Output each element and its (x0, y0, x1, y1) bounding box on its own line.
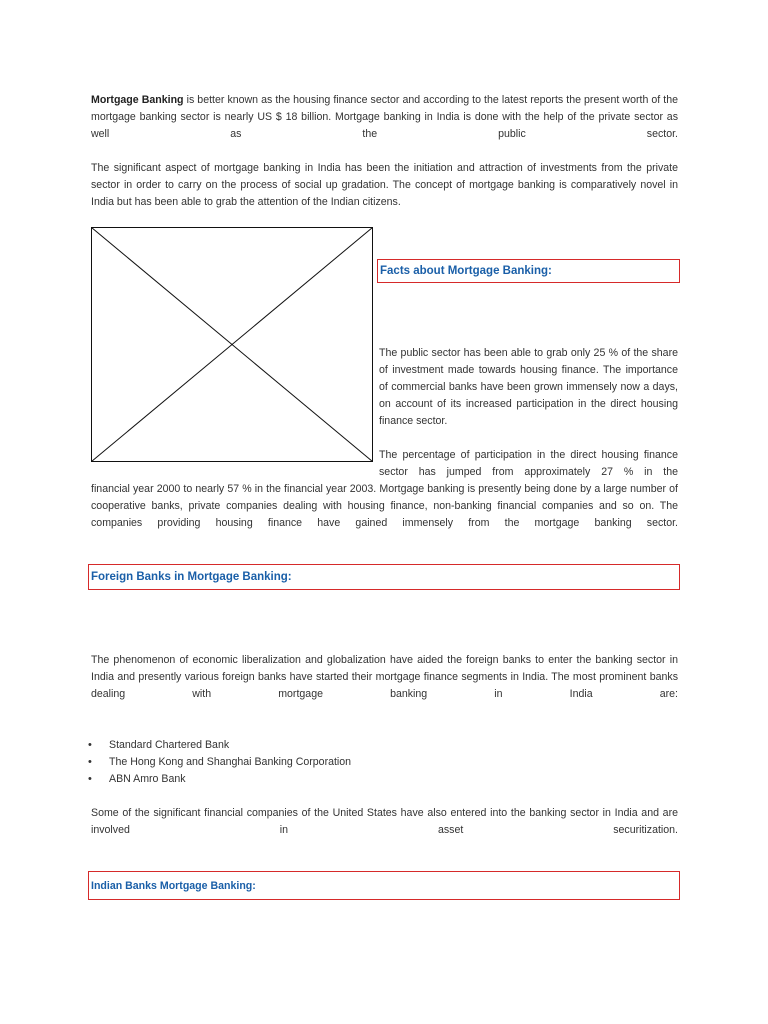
foreign-banks-list (91, 737, 351, 788)
indian-heading-box (88, 871, 680, 900)
list-item: • Standard Chartered Bank (91, 737, 351, 754)
facts-paragraph-2: financial year 2000 to nearly 57 % in the financial year 2003. Mortgage banking is presently being done by a large number of cooperative banks, private companies dealing with housing finance, non-banking financial companies and so on. The companies providing housing finance have gained immensely from the mortgage banking sector. (91, 483, 678, 529)
foreign-heading-box (88, 564, 680, 590)
intro-paragraph (91, 92, 678, 143)
intro-text: is better known as the housing finance sector and according to the latest reports the present worth of the mortgage banking sector is nearly US $ 18 billion. Mortgage banking in India is done with the help of the private sector as well as the public sector. (91, 94, 679, 140)
foreign-heading: Foreign Banks in Mortgage Banking: (91, 571, 292, 583)
foreign-paragraph: The phenomenon of economic liberalization and globalization have aided the foreign banks to enter the banking sector in India and presently various foreign banks have started their mortgage finance segments in India. The most prominent banks dealing with mortgage banking in India are: (91, 654, 678, 700)
us-companies-paragraph: Some of the significant financial companies of the United States have also entered into the banking sector in India and are involved in asset securitization. (91, 807, 678, 836)
facts-paragraph-1: The public sector has been able to grab only 25 % of the share of investment made towards housing finance. The importance of commercial banks have been grown immensely now a days, on account of its increased participation in the direct housing finance sector. (379, 347, 678, 427)
indian-heading: Indian Banks Mortgage Banking: (91, 879, 256, 892)
list-item: • ABN Amro Bank (91, 771, 351, 788)
facts-paragraph-2-side: The percentage of participation in the direct housing finance sector has jumped from approximately 27 % in the (379, 449, 678, 478)
list-item: • The Hong Kong and Shanghai Banking Corporation (91, 754, 351, 771)
significance-paragraph: The significant aspect of mortgage banking in India has been the initiation and attraction of investments from the private sector in order to carry on the process of social up gradation. The concept of mortgage banking is comparatively novel in India but has been able to grab the attention of the Indian citizens. (91, 162, 678, 208)
facts-heading-box (377, 259, 680, 283)
image-placeholder (91, 227, 373, 462)
facts-heading: Facts about Mortgage Banking: (380, 265, 552, 277)
intro-bold-term: Mortgage Banking (91, 94, 184, 106)
